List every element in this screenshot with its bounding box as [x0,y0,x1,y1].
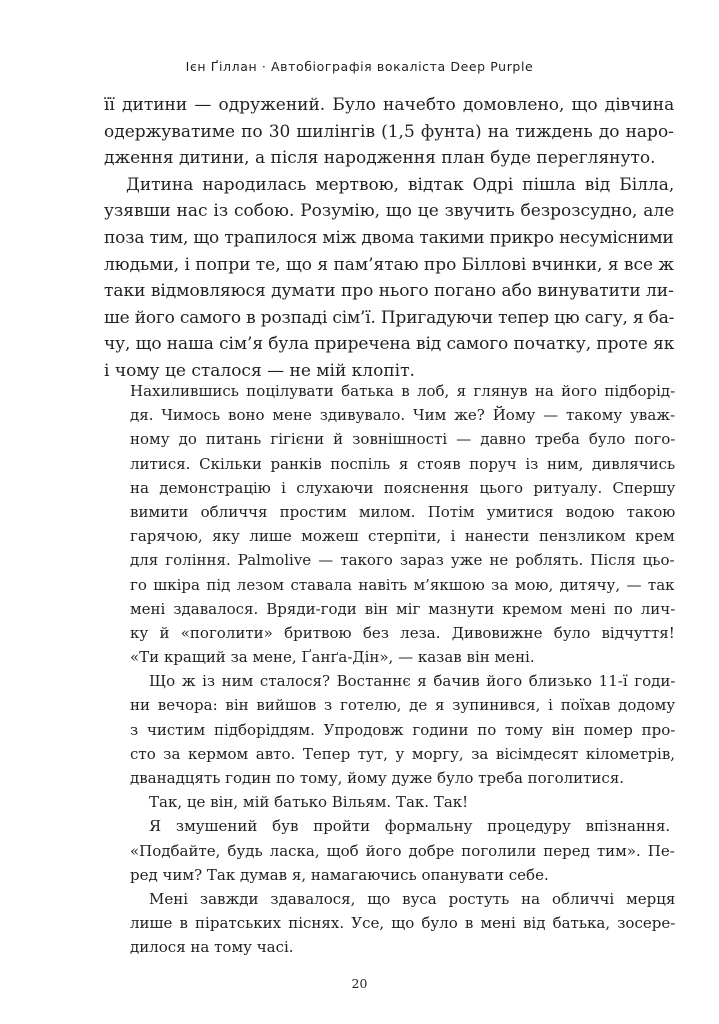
text-line: одержуватиме по 30 шилінгів (1,5 фунта) на тиждень до наро- [104,121,674,142]
quote-line: з чистим підборіддям. Упродовж години по тому він помер про- [130,720,676,739]
quote-line: «Подбайте, будь ласка, щоб його добре поголили перед тим». Пе- [130,841,675,860]
main-text-block [104,92,674,385]
text-line: дження дитини, а після народження план буде переглянуто. [104,148,656,169]
quote-line: гарячою, яку лише можеш стерпіти, і нанести пензликом крем [130,527,675,546]
quote-text-block [130,379,675,960]
quote-line: Мені завжди здавалося, що вуса ростуть на обличчі мерця [149,889,676,908]
quote-line: ному до питань гігієни й зовнішності — давно треба було пого- [130,430,676,449]
quote-line: ни вечора: він вийшов з готелю, де я зупинився, і поїхав додому [130,696,676,715]
quote-line: мені здавалося. Вряди-годи він міг мазнути кремом мені по лич- [130,599,676,618]
quote-line: Нахилившись поцілувати батька в лоб, я глянув на його підборід- [130,382,676,400]
quote-line: Так, це він, мій батько Вільям. Так. Так! [149,793,469,812]
text-line: людьми, і попри те, що я пам’ятаю про Біллові вчинки, я все ж [104,254,675,275]
text-line: ше його самого в розпаді сім’ї. Пригадуючи тепер цю сагу, я ба- [104,307,675,328]
text-line: і чому це сталося — не мій клопіт. [104,360,415,381]
text-line: її дитини — одружений. Було начебто домовлено, що дівчина [104,95,675,115]
quote-line: Що ж із ним сталося? Востаннє я бачив його близько 11-ї годи- [149,672,676,691]
page-number: 20 [351,976,368,991]
quote-line: лише в піратських піснях. Усе, що було в мені від батька, зосере- [130,914,676,933]
text-line: Дитина народилась мертвою, відтак Одрі пішла від Білла, [126,174,675,195]
quote-line: на демонстрацію і слухаючи пояснення цього ритуалу. Спершу [130,478,676,497]
quote-line: дя. Чимось воно мене здивувало. Чим же? Йому — такому уваж- [130,406,676,425]
quote-line: для гоління. Palmolive — такого зараз уже не роблять. Після цьо- [130,551,675,570]
running-head: Ієн Ґіллан · Автобіографія вокаліста Deep Purple [185,59,534,74]
quote-line: вимити обличчя простим милом. Потім умитися водою такою [130,502,676,521]
quote-line: ку й «поголити» бритвою без леза. Дивовижне було відчуття! [130,623,675,642]
quote-line: ред чим? Так думав я, намагаючись опанувати себе. [130,865,549,884]
quote-line: дилося на тому часі. [130,938,294,957]
text-line: таки відмовляюся думати про нього погано або винуватити ли- [104,281,674,302]
text-line: поза тим, що трапилося між двома такими прикро несумісними [104,227,674,248]
quote-line: Я змушений був пройти формальну процедуру впізнання. [149,817,671,836]
text-line: узявши нас із собою. Розумію, що це звучить безрозсудно, але [104,201,675,222]
quote-line: дванадцять годин по тому, йому дуже було треба поголитися. [130,769,625,787]
quote-line: сто за кермом авто. Тепер тут, у моргу, за вісімдесят кілометрів, [130,744,676,763]
quote-line: «Ти кращий за мене, Ґанґа-Дін», — казав він мені. [130,648,535,667]
text-line: чу, що наша сім’я була приречена від самого початку, проте як [104,334,675,355]
quote-line: го шкіра під лезом ставала навіть м’якшою за мою, дитячу, — так [130,575,675,594]
quote-line: литися. Скільки ранків поспіль я стояв поруч із ним, дивлячись [130,454,676,473]
